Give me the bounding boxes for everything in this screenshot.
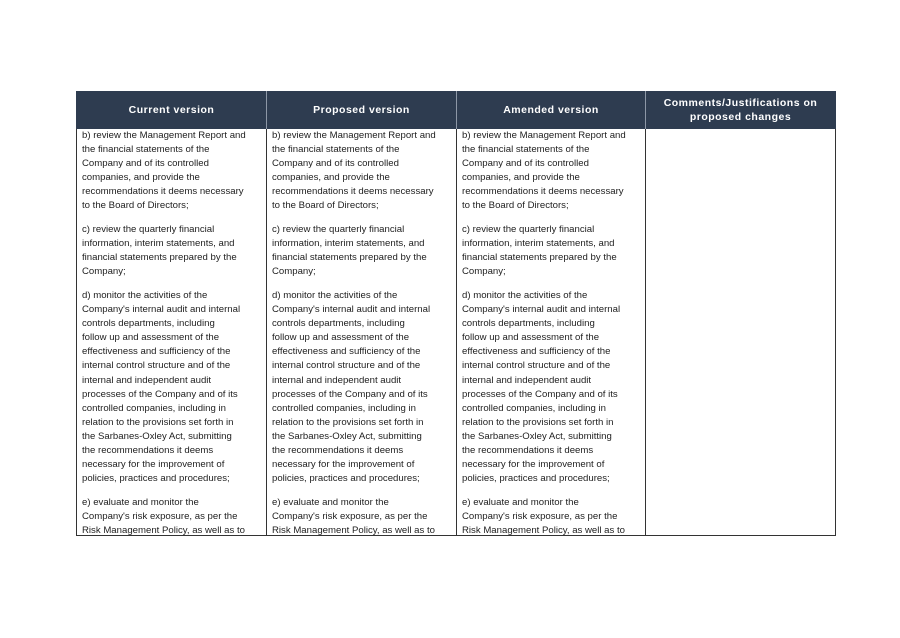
clause-b-amended: b) review the Management Report and the financial statements of the Company and of its controlled companies, and provide the recommendations it deems necessary to the Board of Directors; [462, 130, 626, 212]
clause-d-amended: d) monitor the activities of the Company's internal audit and internal controls departments, including follow up and assessment of the effectiveness and sufficiency of the internal control structure and of the internal and independent audit processes of the Company and of its controlled companies, including in relation to the provisions set forth in the Sarbanes-Oxley Act, submitting the recommendations it deems necessary for the improvement of policies, practices and procedures; [462, 289, 621, 485]
clause-b-current: b) review the Management Report and the financial statements of the Company and of its controlled companies, and provide the recommendations it deems necessary to the Board of Directors; [82, 130, 246, 212]
table-header [77, 91, 836, 129]
table-row [77, 129, 836, 536]
clause-d-proposed: d) monitor the activities of the Company's internal audit and internal controls departments, including follow up and assessment of the effectiveness and sufficiency of the internal control structure and of the internal and independent audit processes of the Company and of its controlled companies, including in relation to the provisions set forth in the Sarbanes-Oxley Act, submitting the recommendations it deems necessary for the improvement of policies, practices and procedures; [272, 289, 431, 485]
header-row [77, 91, 836, 129]
cell-comments-justifications [646, 129, 836, 536]
clause-e-proposed: e) evaluate and monitor the Company's risk exposure, as per the Risk Management Policy, as well as to [272, 496, 435, 535]
header-proposed-version: Proposed version [267, 91, 457, 129]
header-amended-version: Amended version [457, 91, 646, 129]
clause-c-amended: c) review the quarterly financial information, interim statements, and financial statements prepared by the Company; [462, 224, 617, 278]
clause-b-proposed: b) review the Management Report and the financial statements of the Company and of its controlled companies, and provide the recommendations it deems necessary to the Board of Directors; [272, 130, 436, 212]
clause-c-proposed: c) review the quarterly financial information, interim statements, and financial statements prepared by the Company; [272, 224, 427, 278]
header-comments-justifications: Comments/Justifications on proposed changes [646, 91, 836, 129]
clause-e-amended: e) evaluate and monitor the Company's risk exposure, as per the Risk Management Policy, as well as to [462, 496, 625, 535]
cell-proposed-version [267, 129, 457, 536]
clause-c-current: c) review the quarterly financial information, interim statements, and financial statements prepared by the Company; [82, 224, 237, 278]
header-current-version: Current version [77, 91, 267, 129]
clause-e-current: e) evaluate and monitor the Company's risk exposure, as per the Risk Management Policy, as well as to [82, 496, 245, 535]
cell-amended-version [457, 129, 646, 536]
comparison-table [76, 91, 836, 536]
cell-current-version [77, 129, 267, 536]
clause-d-current: d) monitor the activities of the Company's internal audit and internal controls departments, including follow up and assessment of the effectiveness and sufficiency of the internal control structure and of the internal and independent audit processes of the Company and of its controlled companies, including in relation to the provisions set forth in the Sarbanes-Oxley Act, submitting the recommendations it deems necessary for the improvement of policies, practices and procedures; [82, 289, 241, 485]
